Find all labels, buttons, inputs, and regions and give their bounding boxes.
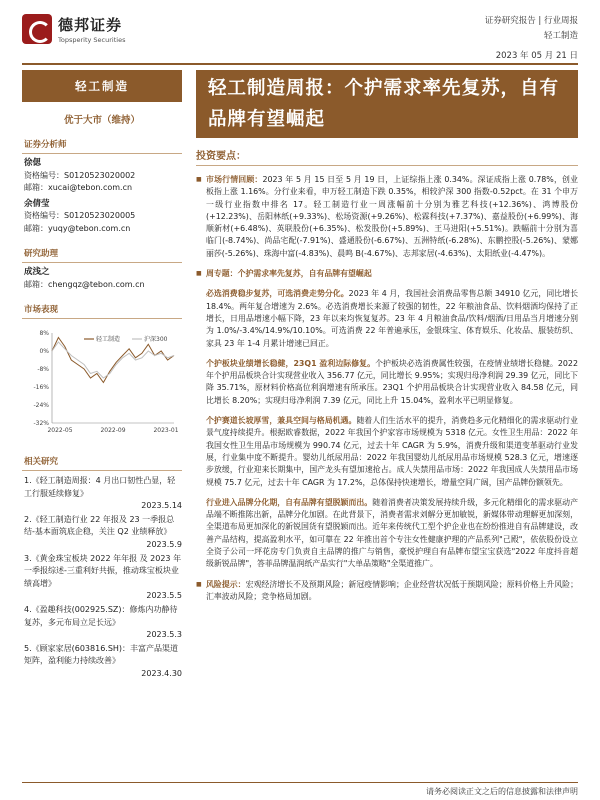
assistant: [22, 266, 182, 291]
related-item[interactable]: 2.《轻工制造行业 22 年报及 23 一季报总结-基本面筑底企稳，关注 Q2 业绩释放》 2023.5.9: [24, 514, 182, 549]
related-title: 相关研究: [22, 453, 182, 471]
sector-label: 轻工制造: [22, 70, 182, 102]
y-tick-label: 8%: [39, 330, 49, 337]
report-title: 轻工制造周报：个护需求率先复苏，自有品牌有望崛起: [196, 70, 578, 138]
assistant-email[interactable]: 邮箱：chengqz@tebon.com.cn: [24, 279, 145, 289]
related-item[interactable]: 3.《黄金珠宝板块 2022 年年报 及 2023 年一季报综述-三重利好共振，推动珠宝板块业绩高增》 2023.5.5: [24, 553, 182, 601]
y-tick-label: 0%: [39, 348, 49, 355]
legend-label: 轻工制造: [96, 336, 121, 343]
footer-disclaimer: 请务必阅读正文之后的信息披露和法律声明: [426, 787, 578, 796]
report-date: 2023 年 05 月 21 日: [495, 51, 578, 61]
x-tick-label: 2022-09: [100, 427, 126, 434]
y-tick-label: -24%: [33, 402, 49, 409]
para-risk: ■ 风险提示：宏观经济增长不及预期风险；新冠疫情影响；企业经营状况低于预期风险；原料价格上升风险；汇率波动风险；竞争格局加剧。: [196, 579, 578, 604]
x-tick-label: 2022-05: [47, 427, 73, 434]
legend-label: 沪深300: [144, 336, 168, 343]
analyst-email[interactable]: 邮箱：xucai@tebon.com.cn: [24, 183, 133, 192]
analyst-cert: 资格编号：S0120523020005: [24, 211, 136, 220]
series-line-0: [52, 338, 174, 383]
assistant-name: 成浅之: [24, 267, 50, 277]
analyst-1: [22, 198, 182, 236]
analysts-title: 证券分析师: [22, 136, 182, 154]
rating: 优于大市（维持）: [63, 115, 140, 126]
report-type: 证券研究报告 | 行业周报: [484, 16, 578, 26]
logo-mark-icon: [22, 14, 52, 44]
market-chart-svg: [22, 323, 182, 443]
related-list: [22, 475, 182, 681]
para-topic: ■ 周专题：个护需求率先复苏，自有品牌有望崛起: [196, 268, 578, 280]
main-content: [196, 70, 578, 603]
para-brand: 行业进入品牌分化期，自有品牌有望脱颖而出。随着消费者决策发展持续升级，多元化精细化的需求驱动产品端不断推陈出新，品牌分化加剧。在此背景下，消费者需求刘解分更加敏锐，新媒体带动理解更加深刻，全渠道布局更加深化的新锐国货有望脱颖而出。近年来传统代工型个护企业也在纷纷推进自有品牌建设，改善产品结构，提高盈利水平，如可靠在 22 年推出首个专注女性健康护理的产品系列"己殿"，依依股份设立全资子公司一坪花房专门负责自主品牌的推广与销售，豪悦护理自有品牌布望宝宝获选"2022 年度抖音超级新锐品牌"，答菲品牌温润纸产品实行"大单品策略"全渠道推广。: [206, 497, 578, 569]
analyst-cert: 资格编号：S0120523020002: [24, 170, 136, 180]
x-tick-label: 2023-01: [153, 427, 179, 434]
analyst-email[interactable]: 邮箱：yuqy@tebon.com.cn: [24, 223, 131, 233]
company-logo: [22, 14, 125, 44]
market-chart: [22, 323, 182, 443]
y-tick-label: -16%: [33, 384, 49, 391]
footer-divider: [22, 782, 578, 783]
series-line-1: [52, 342, 174, 378]
analyst-0: [22, 157, 182, 195]
header-divider: [22, 63, 578, 65]
key-points-title: 投资要点：: [196, 147, 578, 166]
y-tick-label: -32%: [33, 420, 49, 427]
para-personal-care: 个护板块业绩增长稳健，23Q1 盈利边际修复。个护板块必选消费属性较强，在疫情业绩增长稳健。2022 年个护用品板块合计实现营业收入 356.77 亿元，同比增长 9.95%；实现归母净利润 29.39 亿元，同比下降 35.71%，原材料价格高位利润增速有所承压。23Q1 个护用品板块合计实现营业收入 84.58 亿元，同比增长 8.20%；实现归母净利润 7.39 亿元，同比上升 15.04%，盈利水平已明显修复。: [206, 358, 578, 405]
logo-cn: 德邦证券: [58, 16, 123, 34]
para-market-review: ■ 市场行情回顾：2023 年 5 月 15 日至 5 月 19 日，上证综指上涨 0.34%。深证成指上涨 0.78%，创业板指上涨 1.16%。分行业来看，申万轻工制造下跌 0.35%，相较沪深 300 指数-0.52pct。在 31 个申万一级行业指数中排名 17。轻工制造行业一周涨幅前十分别为雅艺科技(+12.36%)、鸿博股份(+12.23%)、岳阳林纸(+9.33%)、松场资源(+9.26%)、松霖科技(+7.37%)、嘉益股份(+6.99%)、海顺新材(+6.48%)、英联股份(+6.35%)、松发股份(+5.89%)、王马进阳(+5.51%)。跌幅前十分别为喜临门(-8.74%)、尚品宅配(-7.91%)、盛通股份(-6.67%)、五洲特纸(-6.28%)、东鹏控股(-5.26%)、蒙娜丽莎(-5.26%)、珠海中富(-4.83%)、晨鸣 B(-4.67%)、志邦家居(-4.63%)、太阳纸业(-4.47%)。: [196, 174, 578, 260]
assistant-title: 研究助理: [22, 245, 182, 263]
para-track: 个护赛道长坡厚雪，兼具空间与格局机遇。随着人们生活水平的提升，消费趋多元化精细化的需求驱动行业景气度持续提升。根据欧睿数据，2022 年我国个护家容市场规模为 5318 亿元。女性卫生用品：2022 年我国女性卫生用品市场规模为 990.74 亿元，过去十年 CAGR 为 5.9%，消费升级和渠道变革驱动行业发展，行业集中度不断提升。婴幼儿纸尿用品：2022 年我国婴幼儿纸尿用品市场规模 528.3 亿元，增速逐步放缓，行业迎来长期集中，国产龙头有望加速抢占。成人失禁用品市场：2022 年我国成人失禁用品市场规模 75.7 亿元，过去十年 CAGR 为 17.2%，总体保持快速增长，增量空间广阔，国产品牌份额领先。: [206, 416, 578, 487]
sidebar: [22, 70, 182, 682]
logo-en: Topsperity Securities: [58, 36, 126, 44]
analyst-name: 余倩莹: [24, 198, 50, 209]
related-item[interactable]: 4.《盈趣科技(002925.SZ)：修炼内功静待复苏，多元布局立足长远》 2023.5.3: [24, 604, 182, 640]
related-item[interactable]: 1.《轻工制造周报：4 月出口韧性凸显，轻工行服延续修复》 2023.5.14: [24, 476, 182, 511]
related-item[interactable]: 5.《顾家家居(603816.SH)：丰富产品渠道矩阵，盈利能力持续改善》 2023.4.30: [24, 643, 182, 678]
analyst-name: 徐偲: [24, 158, 42, 168]
para-consumption: 必选消费稳步复苏，可选消费走势分化。2023 年 4 月，我国社会消费品零售总额 34910 亿元，同比增长 18.4%。两年复合增速为 2.6%。必选消费增长来源了较强的韧性，22 年粮油食品、饮料烟酒均保持了正增长，日用品增速小幅下降，23 年以来均恢复复苏。23 年 4 月粮油食品/饮料/烟酒/日用品当月增速分别为 1.0%/-3.4%/14.9%/10.10%。可选消费 22 年普遍承压，金银珠宝、体育娱乐、化妆品、服装纺织、家具 23 年 1-4 月累计增速已回正。: [206, 289, 578, 348]
y-tick-label: -8%: [37, 366, 49, 373]
header-meta: [485, 14, 578, 44]
market-title: 市场表现: [22, 301, 182, 319]
header-sector: 轻工制造: [543, 31, 578, 41]
